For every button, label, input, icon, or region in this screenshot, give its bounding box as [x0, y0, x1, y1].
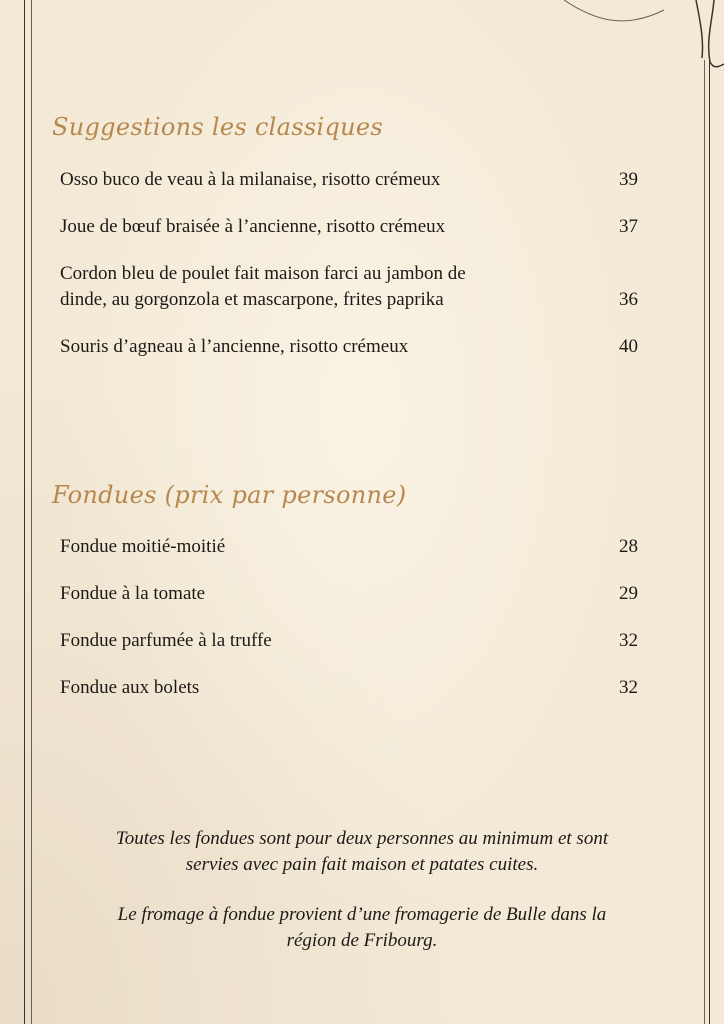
menu-item-price: 29 [619, 583, 638, 604]
note-line: servies avec pain fait maison et patates cuites. [185, 854, 539, 875]
menu-item-price: 28 [619, 536, 638, 557]
right-border-decoration [704, 60, 710, 1024]
menu-item-cordon-bleu [60, 261, 638, 313]
menu-item-price: 39 [619, 169, 638, 190]
menu-item-price: 37 [619, 216, 638, 237]
note-line: Le fromage à fondue provient d’une fromagerie de Bulle dans la [117, 904, 607, 925]
cheese-origin-note [60, 902, 664, 954]
section-title-classiques: Suggestions les classiques [52, 113, 384, 141]
menu-item-fondue-truffe: Fondue parfumée à la truffe [60, 630, 272, 651]
menu-item-fondue-bolets: Fondue aux bolets [60, 677, 200, 698]
note-line: Toutes les fondues sont pour deux personnes au minimum et sont [115, 828, 609, 849]
menu-item-fondue-moitie: Fondue moitié-moitié [60, 536, 226, 557]
corner-flourish-icon [564, 0, 724, 80]
left-border-decoration [24, 0, 32, 1024]
menu-item-price: 40 [619, 336, 638, 357]
fondue-minimum-note [60, 826, 664, 878]
note-line: région de Fribourg. [286, 930, 438, 951]
menu-item-line: Cordon bleu de poulet fait maison farci au jambon de [60, 263, 466, 284]
menu-item-souris-agneau: Souris d’agneau à l’ancienne, risotto crémeux [60, 336, 409, 357]
menu-item-price: 36 [619, 289, 638, 310]
menu-item-price: 32 [619, 677, 638, 698]
menu-item-line: dinde, au gorgonzola et mascarpone, frites paprika [60, 289, 444, 310]
menu-item-price: 32 [619, 630, 638, 651]
menu-item-joue-de-boeuf: Joue de bœuf braisée à l’ancienne, risotto crémeux [60, 216, 446, 237]
menu-item-osso-buco: Osso buco de veau à la milanaise, risotto crémeux [60, 169, 441, 190]
section-title-fondues: Fondues (prix par personne) [52, 481, 407, 509]
menu-item-fondue-tomate: Fondue à la tomate [60, 583, 206, 604]
